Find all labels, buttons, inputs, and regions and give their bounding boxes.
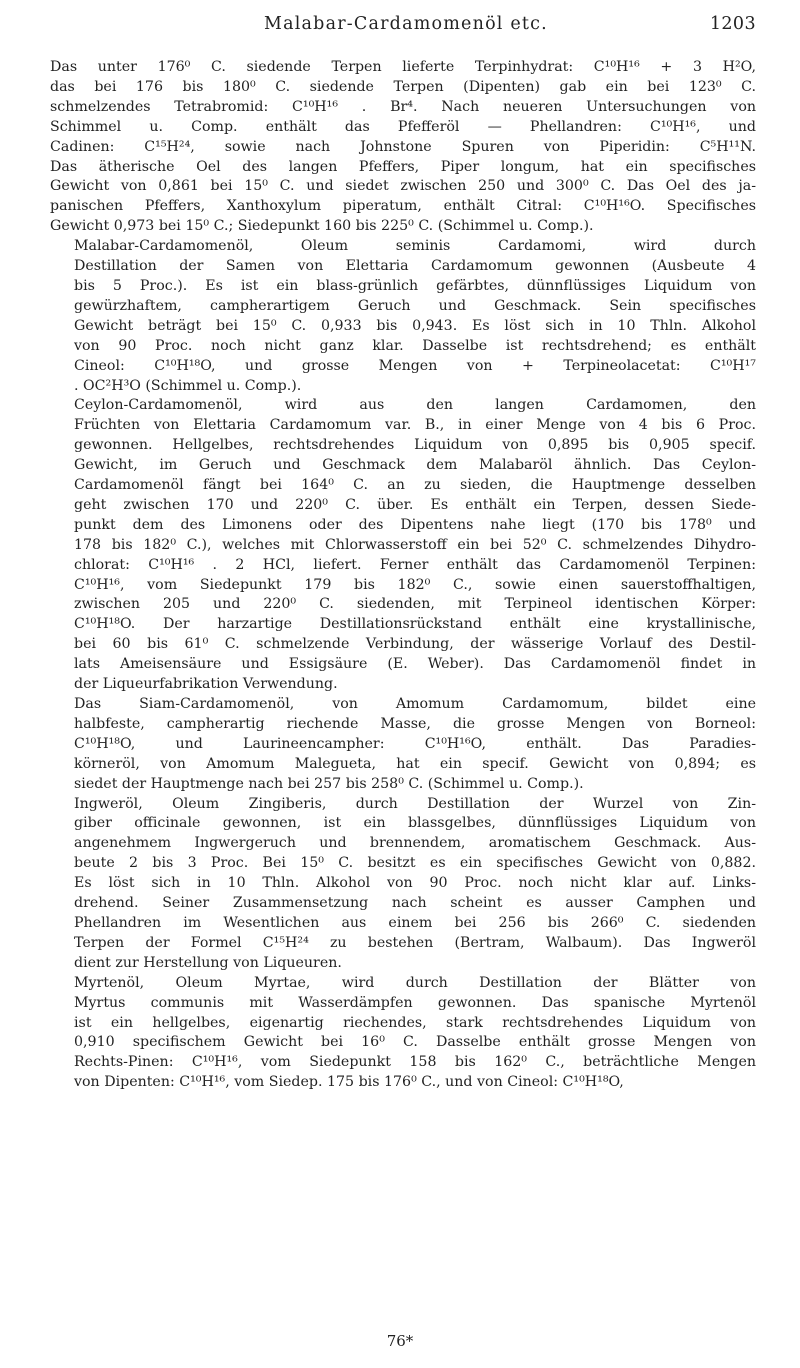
text-line: halbfeste, campherartig riechende Masse, die grosse Mengen von Borneol: bbox=[74, 715, 756, 732]
text-line: Das ätherische Oel des langen Pfeffers, Piper longum, hat ein specifisches bbox=[50, 158, 756, 175]
paragraph bbox=[50, 795, 756, 974]
header-title: Malabar-Cardamomenöl etc. bbox=[264, 14, 548, 34]
text-line: Früchten von Elettaria Cardamomum var. B., in einer Menge von 4 bis 6 Proc. bbox=[74, 417, 756, 434]
paragraph bbox=[50, 237, 756, 396]
text-line: von Dipenten: C¹⁰H¹⁶, vom Siedep. 175 bis 176⁰ C., und von Cineol: C¹⁰H¹⁸O, bbox=[74, 1074, 624, 1091]
running-header bbox=[50, 14, 756, 44]
text-line: C¹⁰H¹⁸O, und Laurineencampher: C¹⁰H¹⁶O, enthält. Das Paradies- bbox=[74, 735, 756, 752]
text-line: Phellandren im Wesentlichen aus einem bei 256 bis 266⁰ C. siedenden bbox=[74, 914, 756, 931]
text-line: körneröl, von Amomum Malegueta, hat ein specif. Gewicht von 0,894; es bbox=[74, 755, 756, 772]
text-line: bei 60 bis 61⁰ C. schmelzende Verbindung, der wässerige Vorlauf des Destil- bbox=[74, 636, 756, 653]
text-line: beute 2 bis 3 Proc. Bei 15⁰ C. besitzt es ein specifisches Gewicht von 0,882. bbox=[74, 855, 756, 872]
text-line: Cadinen: C¹⁵H²⁴, sowie nach Johnstone Spuren von Piperidin: C⁵H¹¹N. bbox=[50, 138, 756, 155]
text-line: drehend. Seiner Zusammensetzung nach scheint es ausser Camphen und bbox=[74, 895, 756, 912]
text-line: Das Siam-Cardamomenöl, von Amomum Cardamomum, bildet eine bbox=[74, 696, 756, 712]
text-line: punkt dem des Limonens oder des Dipentens nahe liegt (170 bis 178⁰ und bbox=[74, 516, 756, 533]
text-line: Ceylon-Cardamomenöl, wird aus den langen Cardamomen, den bbox=[74, 397, 756, 414]
text-line: von 90 Proc. noch nicht ganz klar. Dasselbe ist rechtsdrehend; es enthält bbox=[74, 337, 756, 354]
text-line: zwischen 205 und 220⁰ C. siedenden, mit Terpineol identischen Körper: bbox=[74, 596, 756, 613]
paragraph bbox=[50, 695, 756, 795]
text-line: schmelzendes Tetrabromid: C¹⁰H¹⁶ . Br⁴. Nach neueren Untersuchungen von bbox=[50, 98, 756, 115]
text-line: der Liqueurfabrikation Verwendung. bbox=[74, 676, 338, 693]
paragraph bbox=[50, 58, 756, 237]
text-line: angenehmem Ingwergeruch und brennendem, aromatischem Geschmack. Aus- bbox=[74, 835, 756, 852]
text-line: Gewicht, im Geruch und Geschmack dem Malabaröl ähnlich. Das Ceylon- bbox=[74, 457, 756, 474]
text-line: giber officinale gewonnen, ist ein blassgelbes, dünnflüssiges Liquidum von bbox=[74, 815, 756, 832]
text-line: Cineol: C¹⁰H¹⁸O, und grosse Mengen von + Terpineolacetat: C¹⁰H¹⁷ bbox=[74, 357, 756, 374]
text-line: ist ein hellgelbes, eigenartig riechendes, stark rechtsdrehendes Liquidum von bbox=[74, 1014, 756, 1031]
text-line: Terpen der Formel C¹⁵H²⁴ zu bestehen (Bertram, Walbaum). Das Ingweröl bbox=[74, 934, 756, 951]
text-line: siedet der Hauptmenge nach bei 257 bis 258⁰ C. (Schimmel u. Comp.). bbox=[74, 775, 584, 792]
text-line: Das unter 176⁰ C. siedende Terpen lieferte Terpinhydrat: C¹⁰H¹⁶ + 3 H²O, bbox=[50, 59, 756, 75]
text-line: Es löst sich in 10 Thln. Alkohol von 90 Proc. noch nicht klar auf. Links- bbox=[74, 875, 756, 892]
paragraph bbox=[50, 396, 756, 695]
text-line: lats Ameisensäure und Essigsäure (E. Weber). Das Cardamomenöl findet in bbox=[74, 656, 756, 673]
text-line: gewürzhaftem, campherartigem Geruch und Geschmack. Sein specifisches bbox=[74, 297, 756, 314]
signature-mark: 76* bbox=[386, 1332, 414, 1350]
text-line: Ingweröl, Oleum Zingiberis, durch Destillation der Wurzel von Zin- bbox=[74, 795, 756, 812]
text-line: gewonnen. Hellgelbes, rechtsdrehendes Liquidum von 0,895 bis 0,905 specif. bbox=[74, 437, 756, 454]
text-line: geht zwischen 170 und 220⁰ C. über. Es enthält ein Terpen, dessen Siede- bbox=[74, 496, 756, 513]
paragraph bbox=[50, 974, 756, 1093]
text-line: 0,910 specifischem Gewicht bei 16⁰ C. Dasselbe enthält grosse Mengen von bbox=[74, 1034, 756, 1051]
text-line: Destillation der Samen von Elettaria Cardamomum gewonnen (Ausbeute 4 bbox=[74, 258, 756, 275]
text-line: Malabar-Cardamomenöl, Oleum seminis Cardamomi, wird durch bbox=[74, 238, 756, 255]
text-line: C¹⁰H¹⁸O. Der harzartige Destillationsrückstand enthält eine krystallinische, bbox=[74, 616, 756, 633]
text-line: . OC²H³O (Schimmel u. Comp.). bbox=[74, 377, 302, 394]
text-line: Schimmel u. Comp. enthält das Pfefferöl — Phellandren: C¹⁰H¹⁶, und bbox=[50, 118, 756, 135]
text-line: Rechts-Pinen: C¹⁰H¹⁶, vom Siedepunkt 158 bis 162⁰ C., beträchtliche Mengen bbox=[74, 1054, 756, 1071]
text-line: Cardamomenöl fängt bei 164⁰ C. an zu sieden, die Hauptmenge desselben bbox=[74, 477, 756, 494]
text-line: Gewicht von 0,861 bei 15⁰ C. und siedet zwischen 250 und 300⁰ C. Das Oel des ja- bbox=[50, 178, 756, 195]
page-number: 1203 bbox=[709, 14, 756, 34]
text-line: dient zur Herstellung von Liqueuren. bbox=[74, 954, 342, 971]
text-line: Myrtenöl, Oleum Myrtae, wird durch Destillation der Blätter von bbox=[74, 974, 756, 991]
text-line: Gewicht 0,973 bei 15⁰ C.; Siedepunkt 160 bis 225⁰ C. (Schimmel u. Comp.). bbox=[50, 218, 594, 235]
text-line: Myrtus communis mit Wasserdämpfen gewonnen. Das spanische Myrtenöl bbox=[74, 994, 756, 1011]
text-line: chlorat: C¹⁰H¹⁶ . 2 HCl, liefert. Ferner enthält das Cardamomenöl Terpinen: bbox=[74, 556, 756, 573]
text-line: panischen Pfeffers, Xanthoxylum piperatum, enthält Citral: C¹⁰H¹⁶O. Specifisches bbox=[50, 198, 756, 215]
text-line: das bei 176 bis 180⁰ C. siedende Terpen (Dipenten) gab ein bei 123⁰ C. bbox=[50, 78, 756, 95]
body-text bbox=[50, 58, 756, 1093]
text-line: bis 5 Proc.). Es ist ein blass-grünlich gefärbtes, dünnflüssiges Liquidum von bbox=[74, 277, 756, 294]
text-line: Gewicht beträgt bei 15⁰ C. 0,933 bis 0,943. Es löst sich in 10 Thln. Alkohol bbox=[74, 317, 756, 334]
text-line: 178 bis 182⁰ C.), welches mit Chlorwasserstoff ein bei 52⁰ C. schmelzendes Dihydro- bbox=[74, 536, 756, 553]
text-line: C¹⁰H¹⁶, vom Siedepunkt 179 bis 182⁰ C., sowie einen sauerstoffhaltigen, bbox=[74, 576, 756, 593]
